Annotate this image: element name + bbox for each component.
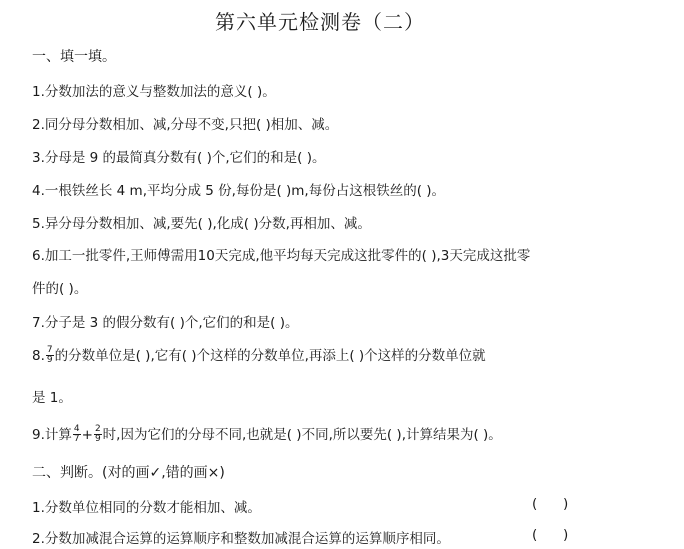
fraction-denominator: 7: [73, 433, 80, 444]
question-5: 5.异分母分数相加、减,要先( ),化成( )分数,再相加、减。: [32, 216, 371, 232]
fraction-denominator: 9: [46, 354, 53, 365]
section-heading-fill-in: 一、填一填。: [32, 49, 116, 65]
question-9-prefix: 9.计算: [32, 427, 72, 443]
judge-answer-blank-1: ( ): [532, 496, 569, 512]
question-4: 4.一根铁丝长 4 m,平均分成 5 份,每份是( )m,每份占这根铁丝的( )。: [32, 183, 446, 199]
question-7: 7.分子是 3 的假分数有( )个,它们的和是( )。: [32, 315, 299, 331]
question-8-number: 8.: [32, 348, 45, 364]
fraction-denominator: 9: [94, 433, 101, 444]
question-8-line-1: [32, 344, 486, 366]
question-9: [32, 423, 502, 445]
question-2: 2.同分母分数相加、减,分母不变,只把( )相加、减。: [32, 117, 339, 133]
fraction-2-9: [94, 425, 102, 444]
fraction-numerator: 7: [46, 344, 53, 355]
section-heading-judge: 二、判断。(对的画✓,错的画×): [32, 465, 225, 481]
judge-question-2: 2.分数加减混合运算的运算顺序和整数加减混合运算的运算顺序相同。: [32, 531, 450, 547]
page-title: 第六单元检测卷（二）: [215, 10, 425, 34]
question-8-text: 的分数单位是( ),它有( )个这样的分数单位,再添上( )个这样的分数单位就: [54, 348, 486, 364]
judge-answer-blank-2: ( ): [532, 527, 569, 543]
question-8-line-2: 是 1。: [32, 390, 72, 406]
question-6-line-2: 件的( )。: [32, 281, 88, 297]
fraction-4-7: [73, 425, 81, 444]
question-1: 1.分数加法的意义与整数加法的意义( )。: [32, 84, 276, 100]
fraction-numerator: 4: [73, 423, 80, 434]
fraction-numerator: 2: [94, 423, 101, 434]
fraction-7-9: [46, 346, 54, 365]
question-3: 3.分母是 9 的最简真分数有( )个,它们的和是( )。: [32, 150, 326, 166]
question-6-line-1: 6.加工一批零件,王师傅需用10天完成,他平均每天完成这批零件的( ),3天完成这批零: [32, 248, 531, 264]
question-9-text: 时,因为它们的分母不同,也就是( )不同,所以要先( ),计算结果为( )。: [102, 427, 502, 443]
judge-question-1: 1.分数单位相同的分数才能相加、减。: [32, 500, 261, 516]
plus-sign: +: [81, 427, 93, 443]
